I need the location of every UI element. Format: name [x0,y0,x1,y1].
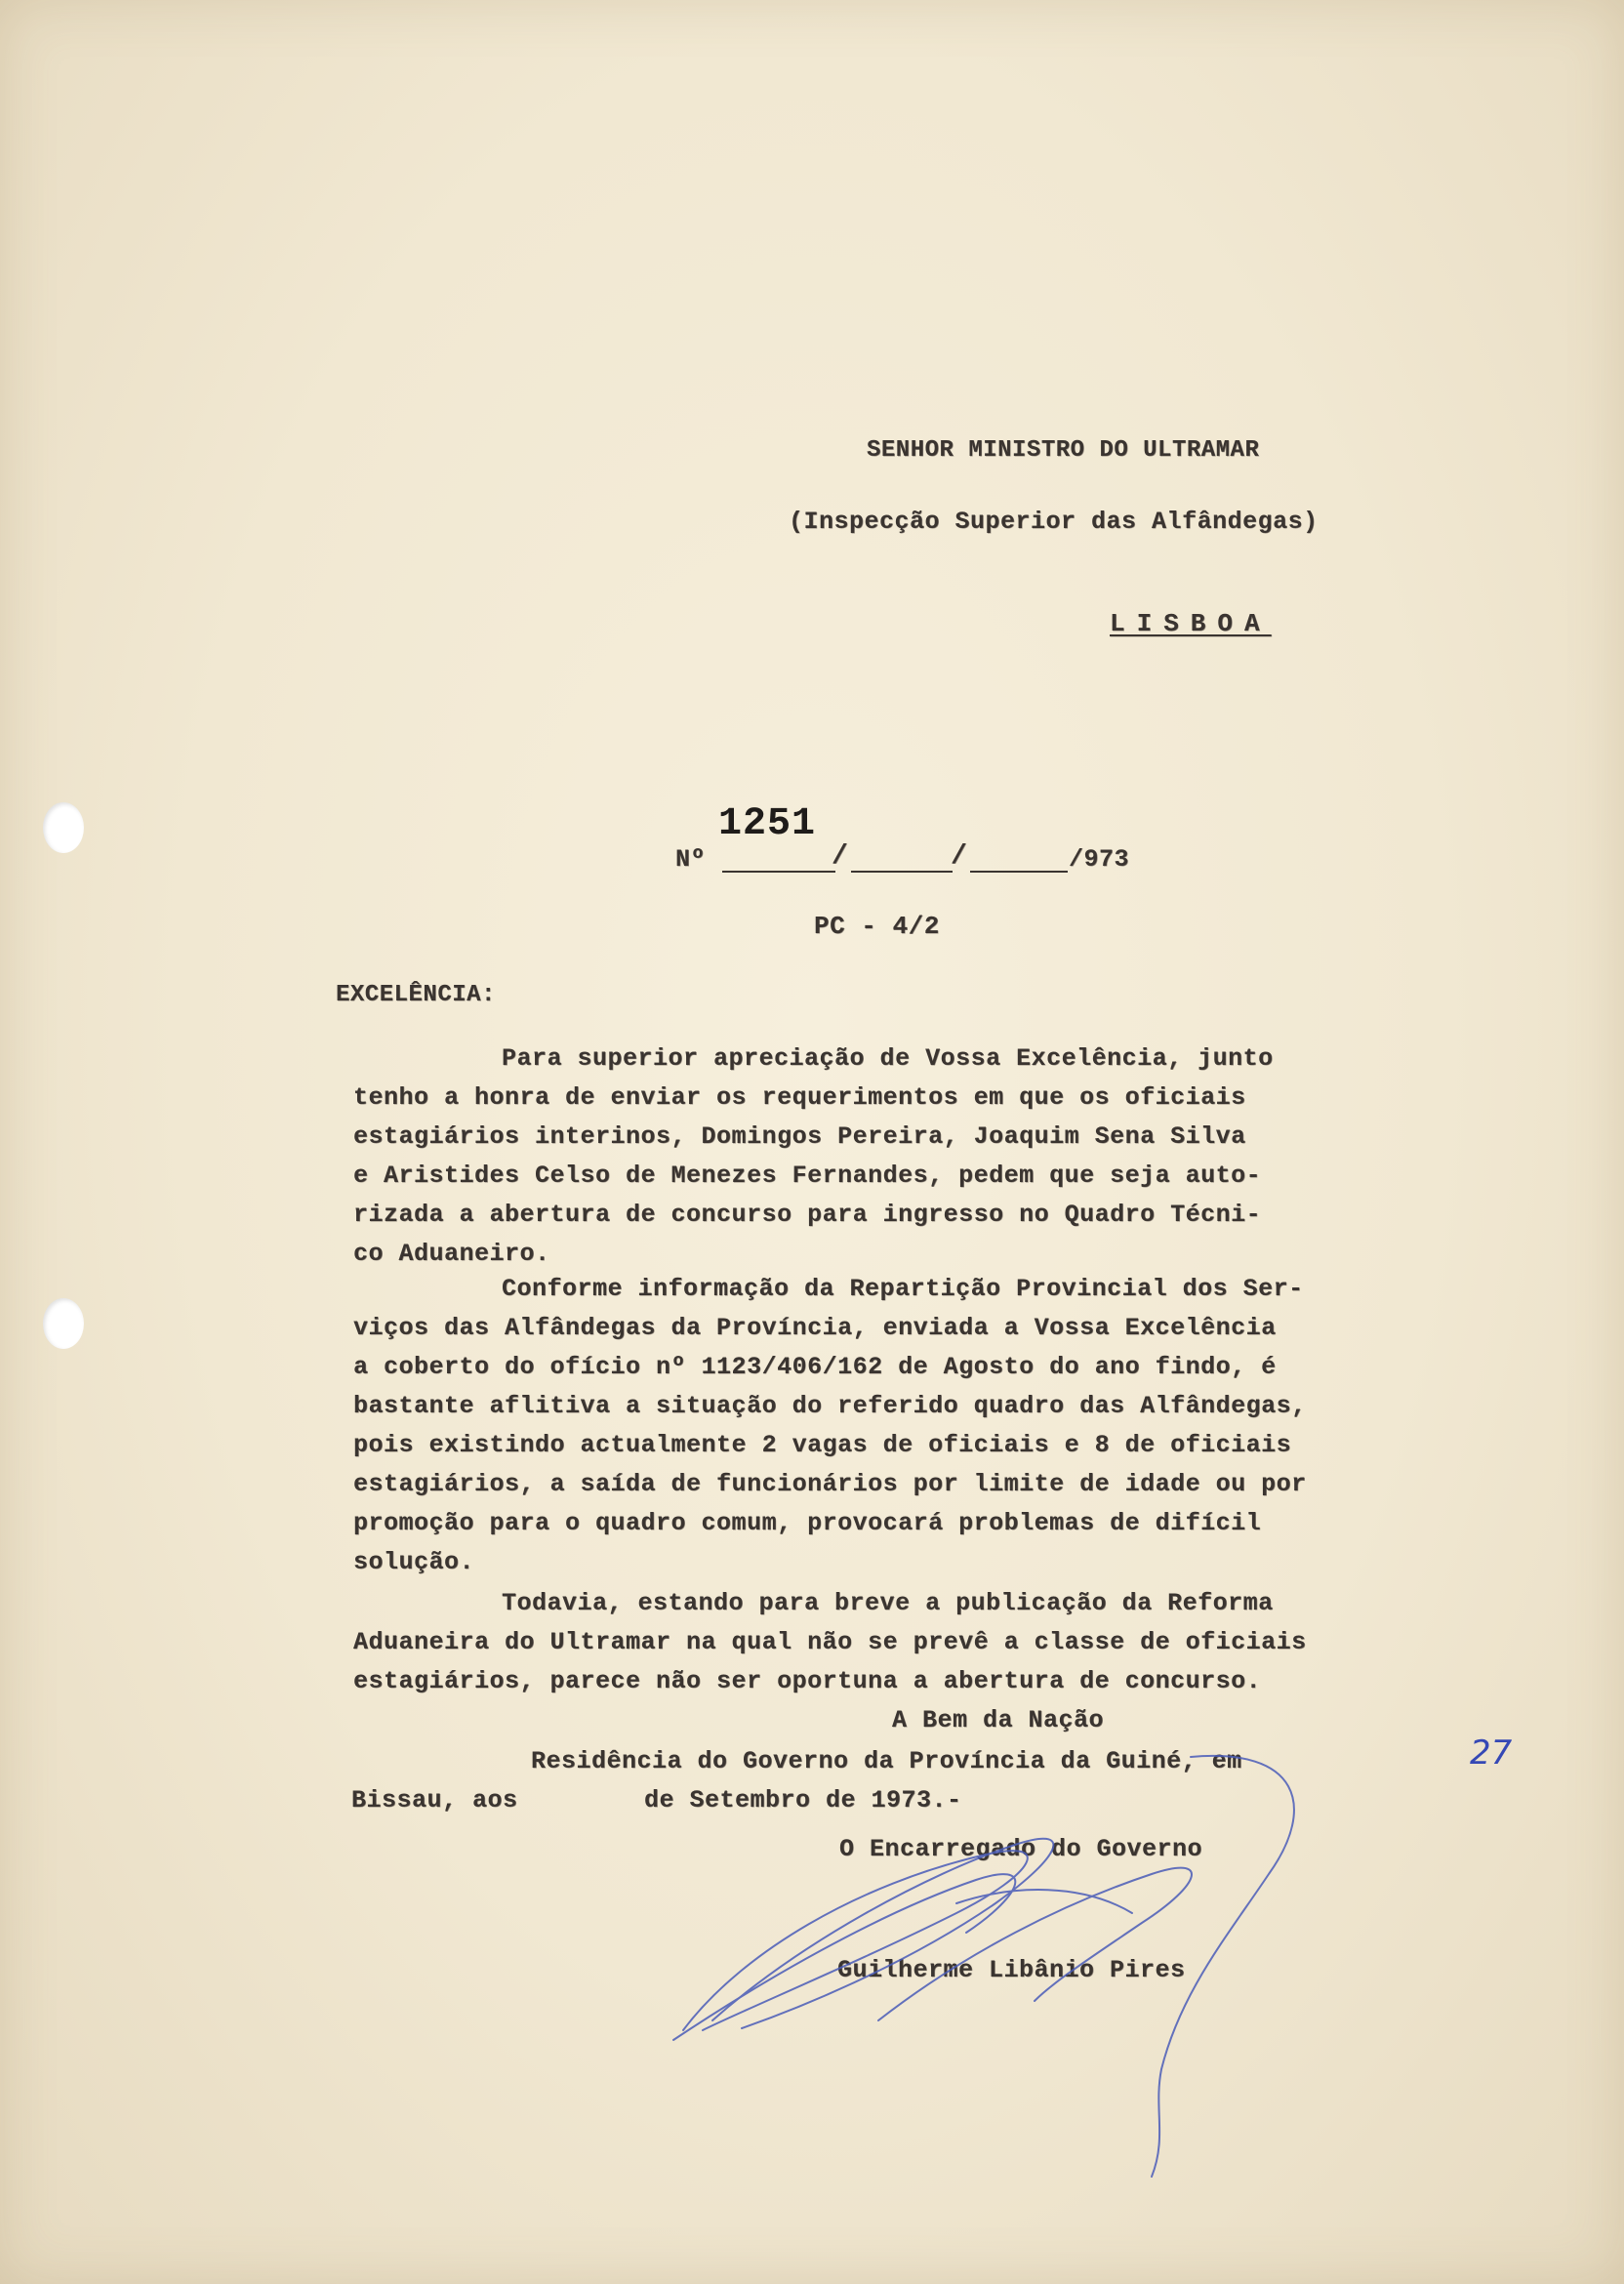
body-line: viços das Alfândegas da Província, enviada a Vossa Excelência [353,1314,1277,1342]
body-line: co Aduaneiro. [353,1240,550,1268]
body-line: tenho a honra de enviar os requerimentos em que os oficiais [353,1083,1246,1112]
signer-title: O Encarregado do Governo [839,1835,1203,1863]
reference-label: Nº [675,845,707,874]
closing-date: de Setembro de 1973.- [644,1786,962,1815]
addressee-city: LISBOA [1110,609,1272,638]
punch-hole [43,1298,84,1349]
closing-residence: Residência do Governo da Província da Guiné, em [531,1747,1242,1775]
reference-code: PC - 4/2 [814,912,940,941]
body-line: estagiários, a saída de funcionários por limite de idade ou por [353,1470,1307,1498]
reference-separator: / [832,841,849,872]
body-line: rizada a abertura de concurso para ingresso no Quadro Técni- [353,1201,1262,1229]
body-line: Para superior apreciação de Vossa Excelência, junto [502,1044,1274,1073]
addressee-line-1: SENHOR MINISTRO DO ULTRAMAR [867,437,1260,464]
body-line: estagiários interinos, Domingos Pereira, Joaquim Sena Silva [353,1122,1246,1151]
closing-place: Bissau, aos [351,1786,518,1815]
reference-blank-line [970,871,1068,873]
body-line: pois existindo actualmente 2 vagas de oficiais e 8 de oficiais [353,1431,1292,1459]
reference-blank-line [851,871,953,873]
reference-blank-line [722,871,835,873]
body-line: Conforme informação da Repartição Provincial dos Ser- [502,1275,1304,1303]
reference-year: /973 [1069,845,1130,874]
handwritten-day: 27 [1470,1733,1513,1773]
closing-motto: A Bem da Nação [892,1706,1105,1734]
body-line: bastante aflitiva a situação do referido quadro das Alfândegas, [353,1392,1307,1420]
body-line: estagiários, parece não ser oportuna a abertura de concurso. [353,1667,1262,1695]
body-line: Aduaneira do Ultramar na qual não se prevê a classe de oficiais [353,1628,1307,1656]
reference-number: 1251 [718,802,817,846]
addressee-line-2: (Inspecção Superior das Alfândegas) [789,508,1319,536]
salutation: EXCELÊNCIA: [336,982,496,1008]
body-line: promoção para o quadro comum, provocará problemas de difícil [353,1509,1262,1537]
signer-name: Guilherme Libânio Pires [837,1956,1186,1984]
body-line: e Aristides Celso de Menezes Fernandes, pedem que seja auto- [353,1162,1262,1190]
reference-separator: / [951,841,968,872]
body-line: solução. [353,1548,475,1576]
body-line: Todavia, estando para breve a publicação da Reforma [502,1589,1274,1617]
body-line: a coberto do ofício nº 1123/406/162 de Agosto do ano findo, é [353,1353,1277,1381]
punch-hole [43,802,84,853]
